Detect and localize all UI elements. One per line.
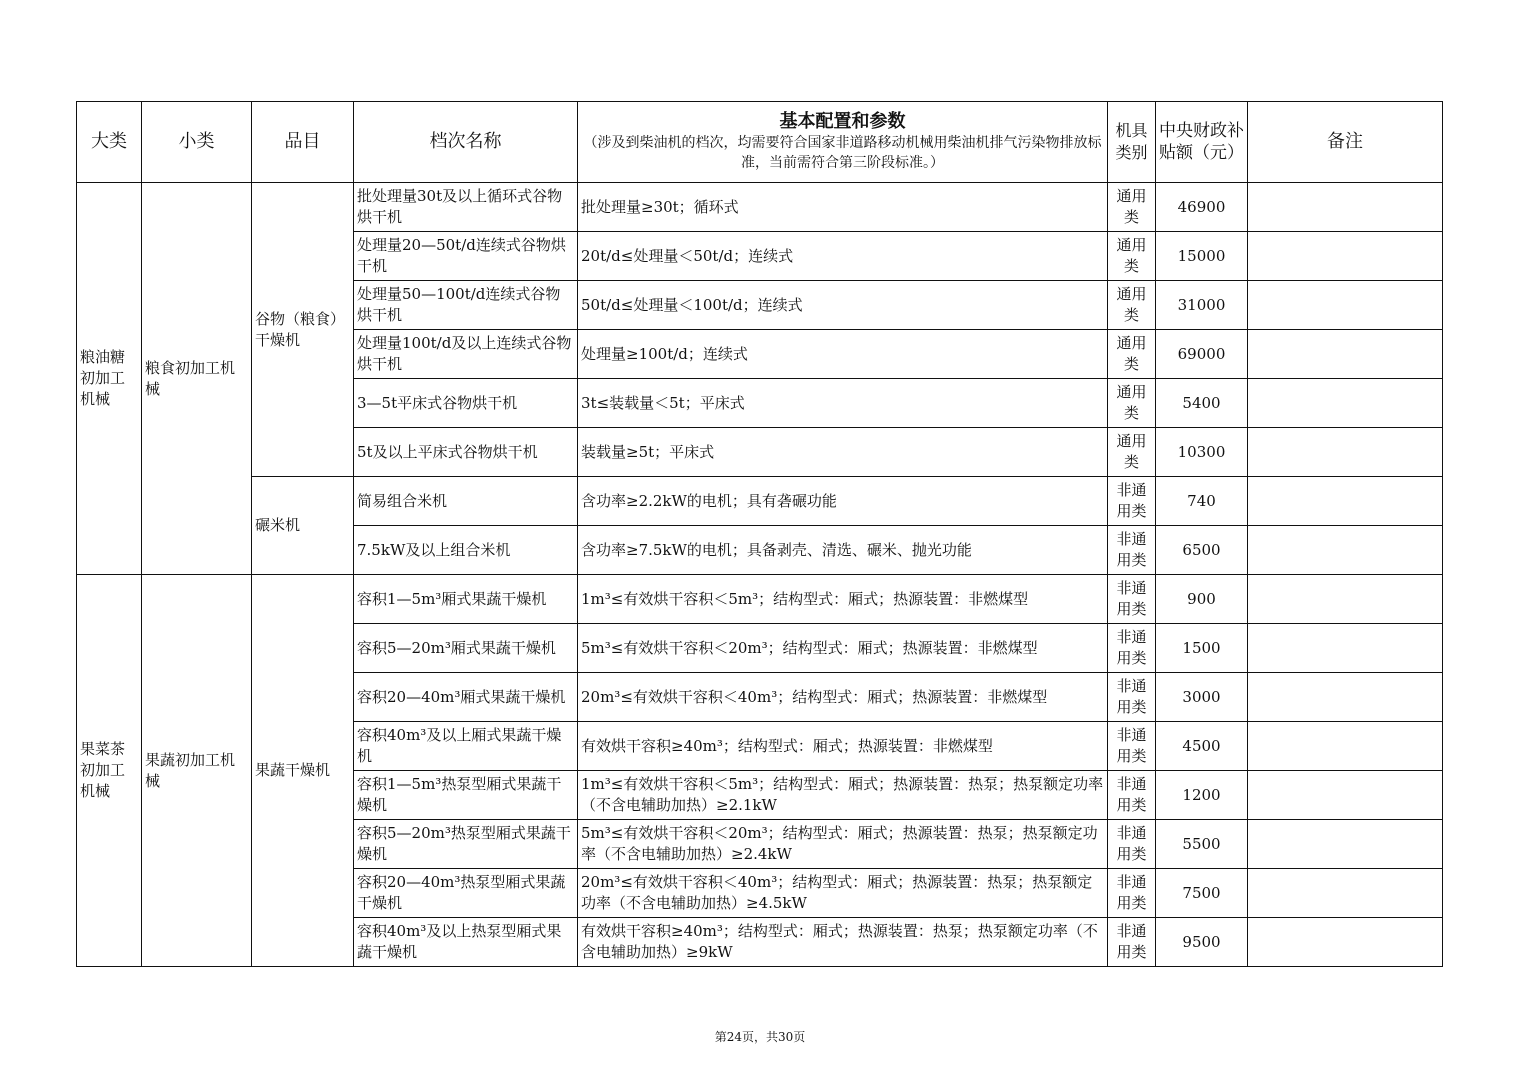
grade-name-cell: 3—5t平床式谷物烘干机: [354, 379, 578, 428]
machine-type-cell: 非通用类: [1108, 526, 1156, 575]
config-cell: 20t/d≤处理量＜50t/d；连续式: [578, 232, 1108, 281]
machine-type-cell: 非通用类: [1108, 771, 1156, 820]
config-cell: 20m³≤有效烘干容积＜40m³；结构型式：厢式；热源装置：非燃煤型: [578, 673, 1108, 722]
category-cell: 果菜茶初加工机械: [77, 575, 142, 967]
remark-cell: [1248, 624, 1443, 673]
config-cell: 20m³≤有效烘干容积＜40m³；结构型式：厢式；热源装置：热泵；热泵额定功率（不含电辅助加热）≥4.5kW: [578, 869, 1108, 918]
config-cell: 3t≤装载量＜5t；平床式: [578, 379, 1108, 428]
config-cell: 1m³≤有效烘干容积＜5m³；结构型式：厢式；热源装置：非燃煤型: [578, 575, 1108, 624]
header-config-title: 基本配置和参数: [779, 111, 906, 132]
remark-cell: [1248, 918, 1443, 967]
table-row: [77, 477, 1443, 526]
header-remark: 备注: [1248, 102, 1443, 183]
header-grade-name: 档次名称: [354, 102, 578, 183]
config-cell: 有效烘干容积≥40m³；结构型式：厢式；热源装置：热泵；热泵额定功率（不含电辅助加热）≥9kW: [578, 918, 1108, 967]
table-row: [77, 575, 1443, 624]
config-cell: 有效烘干容积≥40m³；结构型式：厢式；热源装置：非燃煤型: [578, 722, 1108, 771]
machine-type-cell: 非通用类: [1108, 869, 1156, 918]
subsidy-amount-cell: 1500: [1156, 624, 1248, 673]
grade-name-cell: 容积40m³及以上厢式果蔬干燥机: [354, 722, 578, 771]
machine-type-cell: 通用类: [1108, 330, 1156, 379]
grade-name-cell: 5t及以上平床式谷物烘干机: [354, 428, 578, 477]
grade-name-cell: 容积20—40m³厢式果蔬干燥机: [354, 673, 578, 722]
remark-cell: [1248, 771, 1443, 820]
grade-name-cell: 容积1—5m³热泵型厢式果蔬干燥机: [354, 771, 578, 820]
subsidy-amount-cell: 31000: [1156, 281, 1248, 330]
config-cell: 装载量≥5t；平床式: [578, 428, 1108, 477]
config-cell: 含功率≥2.2kW的电机；具有砻碾功能: [578, 477, 1108, 526]
remark-cell: [1248, 183, 1443, 232]
remark-cell: [1248, 575, 1443, 624]
grade-name-cell: 容积5—20m³厢式果蔬干燥机: [354, 624, 578, 673]
remark-cell: [1248, 330, 1443, 379]
item-cell: 果蔬干燥机: [252, 575, 354, 967]
subsidy-amount-cell: 5400: [1156, 379, 1248, 428]
machine-type-cell: 通用类: [1108, 232, 1156, 281]
subsidy-amount-cell: 900: [1156, 575, 1248, 624]
subsidy-amount-cell: 4500: [1156, 722, 1248, 771]
config-cell: 1m³≤有效烘干容积＜5m³；结构型式：厢式；热源装置：热泵；热泵额定功率（不含电辅助加热）≥2.1kW: [578, 771, 1108, 820]
subsidy-amount-cell: 10300: [1156, 428, 1248, 477]
remark-cell: [1248, 379, 1443, 428]
category-cell: 粮油糖初加工机械: [77, 183, 142, 575]
subsidy-amount-cell: 5500: [1156, 820, 1248, 869]
header-machine-type: 机具类别: [1108, 102, 1156, 183]
subsidy-amount-cell: 740: [1156, 477, 1248, 526]
table-body: [77, 183, 1443, 967]
subcategory-cell: 粮食初加工机械: [142, 183, 252, 575]
remark-cell: [1248, 232, 1443, 281]
header-config: [578, 102, 1108, 183]
config-cell: 50t/d≤处理量＜100t/d；连续式: [578, 281, 1108, 330]
config-cell: 批处理量≥30t；循环式: [578, 183, 1108, 232]
machine-type-cell: 通用类: [1108, 428, 1156, 477]
table-header-row: [77, 102, 1443, 183]
subsidy-amount-cell: 9500: [1156, 918, 1248, 967]
machine-type-cell: 非通用类: [1108, 820, 1156, 869]
machine-type-cell: 非通用类: [1108, 673, 1156, 722]
machine-type-cell: 非通用类: [1108, 722, 1156, 771]
config-cell: 5m³≤有效烘干容积＜20m³；结构型式：厢式；热源装置：热泵；热泵额定功率（不含电辅助加热）≥2.4kW: [578, 820, 1108, 869]
machine-type-cell: 非通用类: [1108, 918, 1156, 967]
subcategory-cell: 果蔬初加工机械: [142, 575, 252, 967]
header-subsidy: 中央财政补贴额（元）: [1156, 102, 1248, 183]
machine-type-cell: 通用类: [1108, 281, 1156, 330]
grade-name-cell: 容积40m³及以上热泵型厢式果蔬干燥机: [354, 918, 578, 967]
remark-cell: [1248, 673, 1443, 722]
subsidy-table: [76, 101, 1443, 967]
grade-name-cell: 容积5—20m³热泵型厢式果蔬干燥机: [354, 820, 578, 869]
grade-name-cell: 简易组合米机: [354, 477, 578, 526]
remark-cell: [1248, 869, 1443, 918]
subsidy-amount-cell: 46900: [1156, 183, 1248, 232]
header-category: 大类: [77, 102, 142, 183]
grade-name-cell: 容积1—5m³厢式果蔬干燥机: [354, 575, 578, 624]
subsidy-amount-cell: 7500: [1156, 869, 1248, 918]
machine-type-cell: 非通用类: [1108, 477, 1156, 526]
config-cell: 含功率≥7.5kW的电机；具备剥壳、清选、碾米、抛光功能: [578, 526, 1108, 575]
subsidy-amount-cell: 3000: [1156, 673, 1248, 722]
remark-cell: [1248, 428, 1443, 477]
subsidy-amount-cell: 1200: [1156, 771, 1248, 820]
machine-type-cell: 通用类: [1108, 183, 1156, 232]
grade-name-cell: 处理量50—100t/d连续式谷物烘干机: [354, 281, 578, 330]
remark-cell: [1248, 526, 1443, 575]
machine-type-cell: 非通用类: [1108, 624, 1156, 673]
grade-name-cell: 批处理量30t及以上循环式谷物烘干机: [354, 183, 578, 232]
grade-name-cell: 处理量20—50t/d连续式谷物烘干机: [354, 232, 578, 281]
remark-cell: [1248, 477, 1443, 526]
remark-cell: [1248, 722, 1443, 771]
page-footer: 第24页，共30页: [714, 1030, 806, 1044]
grade-name-cell: 处理量100t/d及以上连续式谷物烘干机: [354, 330, 578, 379]
config-cell: 5m³≤有效烘干容积＜20m³；结构型式：厢式；热源装置：非燃煤型: [578, 624, 1108, 673]
subsidy-amount-cell: 6500: [1156, 526, 1248, 575]
item-cell: 碾米机: [252, 477, 354, 575]
machine-type-cell: 非通用类: [1108, 575, 1156, 624]
config-cell: 处理量≥100t/d；连续式: [578, 330, 1108, 379]
machine-type-cell: 通用类: [1108, 379, 1156, 428]
remark-cell: [1248, 281, 1443, 330]
subsidy-amount-cell: 15000: [1156, 232, 1248, 281]
table-row: [77, 183, 1443, 232]
remark-cell: [1248, 820, 1443, 869]
subsidy-amount-cell: 69000: [1156, 330, 1248, 379]
grade-name-cell: 7.5kW及以上组合米机: [354, 526, 578, 575]
header-item: 品目: [252, 102, 354, 183]
header-config-note: （涉及到柴油机的档次，均需要符合国家非道路移动机械用柴油机排气污染物排放标准，当前需符合第三阶段标准。）: [583, 135, 1102, 171]
item-cell: 谷物（粮食）干燥机: [252, 183, 354, 477]
grade-name-cell: 容积20—40m³热泵型厢式果蔬干燥机: [354, 869, 578, 918]
header-subcategory: 小类: [142, 102, 252, 183]
